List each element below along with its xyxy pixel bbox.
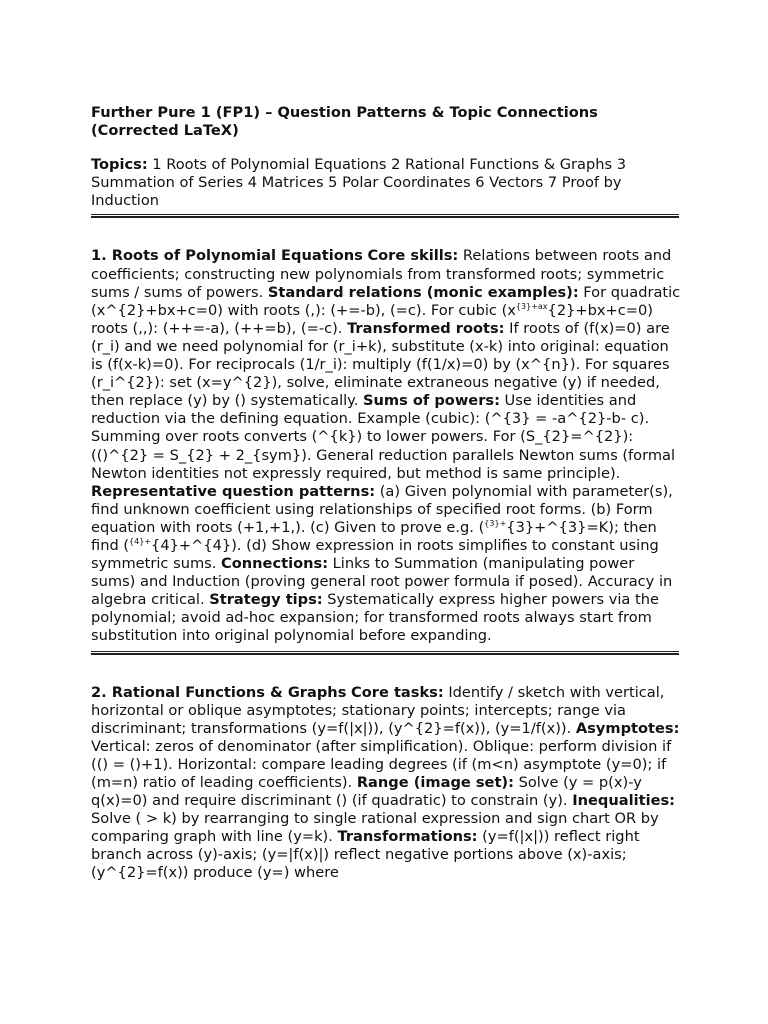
section2-transf-label: Transformations: (337, 828, 478, 846)
section2-transf-text: (y=f(|x|)) reflect right branch across (y)-axis; (y=|f(x)|) reflect negative portions above (x)-axis; (y^{2}=f(x)) produce (y=) where (91, 828, 640, 882)
section1-rep-text-c: {4}+^{4}). (d) Show expression in roots simplifies to constant using symmetric sums. (91, 536, 659, 573)
section1-sums-text: Use identities and reduction via the defining equation. Example (cubic): (^{3} = -a^{2}-b- c). Summing over roots converts (^{k}) to lower powers. For (S_{2}=^{2}): (()^{2} = S_{2} + 2_{sym}). General reduction parallels Newton sums (formal Newton identities not expressly required, but method is same principle). (91, 392, 676, 482)
divider-2 (91, 651, 679, 655)
document-title: Further Pure 1 (FP1) – Question Patterns & Topic Connections (Corrected LaTeX) (91, 104, 598, 140)
section2-range-label: Range (image set): (356, 774, 514, 791)
section2-asym-label: Asymptotes: (575, 719, 680, 737)
section1-std-text-b: {2}+bx+c=0) roots (,,): (++=-a), (++=b), (=-c). (91, 301, 653, 337)
section2-ineq-label: Inequalities: (572, 792, 675, 810)
section1-rep-text-a: (a) Given polynomial with parameter(s), find unknown coefficient using relationships of specified root forms. (b) Form equation with roots (+1,+1,). (c) Given to prove e.g. ( (91, 482, 673, 536)
topics-text: 1 Roots of Polynomial Equations 2 Rational Functions & Graphs 3 Summation of Series 4 Matrices 5 Polar Coordinates 6 Vectors 7 Proof by Induction (91, 156, 627, 210)
section1-trans-label: Transformed roots: (347, 319, 505, 337)
topics-label: Topics: (91, 156, 148, 174)
section-roots-polynomial (91, 247, 681, 645)
document-content (91, 104, 681, 883)
section-rational-functions (91, 684, 681, 883)
section1-std-label: Standard relations (monic examples): (267, 283, 579, 301)
section1-core-label: Core skills: (367, 247, 459, 265)
section1-rep-text-b: {3}+^{3}=K); then find ( (91, 518, 657, 554)
section2-ineq-text: Solve ( > k) by rearranging to single rational expression and sign chart OR by comparing graph with line (y=k). (91, 810, 659, 846)
section1-rep-sup1: {3}+ (484, 518, 507, 528)
section2-core-text: Identify / sketch with vertical, horizontal or oblique asymptotes; stationary points; intercepts; range via discriminant; transformations (y=f(|x|)), (y^{2}=f(x)), (y=1/f(x)). (91, 683, 665, 737)
section1-std-text-a: For quadratic (x^{2}+bx+c=0) with roots (,): (+=-b), (=c). For cubic (x (91, 283, 681, 319)
section1-heading: 1. Roots of Polynomial Equations (91, 247, 363, 265)
section2-asym-text: Vertical: zeros of denominator (after simplification). Oblique: perform division if (() = ()+1). Horizontal: compare leading degrees (if (m<n) asymptote (y=0); if (m=n) ratio of leading coefficients). (91, 737, 672, 791)
section2-core-label: Core tasks: (351, 683, 444, 701)
section1-rep-label: Representative question patterns: (91, 482, 376, 500)
section1-sums-label: Sums of powers: (363, 392, 500, 410)
section2-range-text: Solve (y = p(x)-y q(x)=0) and require discriminant () (if quadratic) to constrain (y). (91, 774, 642, 810)
section1-core-text: Relations between roots and coefficients; constructing new polynomials from transformed roots; symmetric sums / sums of powers. (91, 247, 672, 301)
section1-rep-sup2: {4}+ (129, 536, 152, 546)
section1-conn-text: Links to Summation (manipulating power sums) and Induction (proving general root power formula if posed). Accuracy in algebra critical. (91, 555, 673, 609)
section1-strat-text: Systematically express higher powers via the polynomial; avoid ad-hoc expansion; for transformed roots always start from substitution into original polynomial before expanding. (91, 591, 659, 645)
section1-trans-text: If roots of (f(x)=0) are (r_i) and we need polynomial for (r_i+k), substitute (x-k) into original: equation is (f(x-k)=0). For reciprocals (1/r_i): multiply (f(1/x)=0) by (x^{n}). For squares (r_i^{2}): set (x=y^{2}), solve, eliminate extraneous negative (y) if needed, then replace (y) by () systematically. (91, 319, 670, 410)
section1-std-sup: {3}+ax (515, 301, 548, 311)
section1-conn-label: Connections: (221, 555, 329, 573)
topics-line (91, 156, 681, 210)
section1-strat-label: Strategy tips: (209, 591, 323, 609)
divider-1 (91, 214, 679, 218)
section2-heading: 2. Rational Functions & Graphs (91, 683, 347, 701)
